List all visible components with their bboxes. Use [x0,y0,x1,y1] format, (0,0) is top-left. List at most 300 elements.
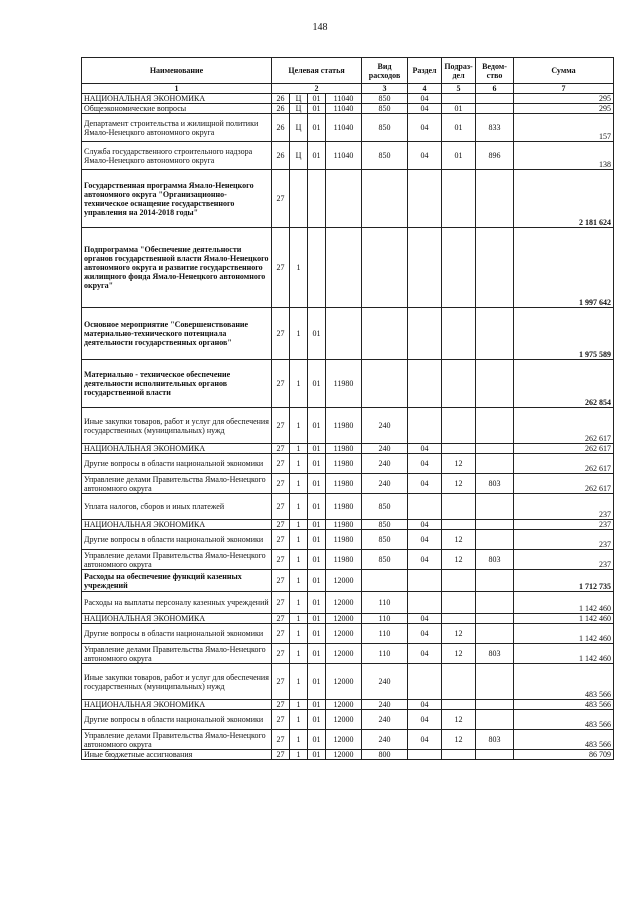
table-cell-target-program: 27 [272,592,290,614]
table-cell-target-program: 27 [272,700,290,710]
table-cell-target-program: 27 [272,664,290,700]
table-cell-target-direction: 11040 [326,142,362,170]
table-cell-target-direction: 12000 [326,700,362,710]
table-cell-target-program: 27 [272,170,290,228]
budget-table [81,57,614,760]
table-cell-subsection: 01 [442,114,476,142]
table-cell-name: Уплата налогов, сборов и иных платежей [82,494,272,520]
table-cell-expense-type [362,308,408,360]
table-cell-expense-type: 240 [362,408,408,444]
table-cell-target-direction: 12000 [326,730,362,750]
table-cell-target-program: 27 [272,614,290,624]
table-cell-target-program: 27 [272,750,290,760]
table-cell-subsection: 01 [442,142,476,170]
table-cell-section [408,494,442,520]
table-cell-target-direction [326,228,362,308]
table-row [82,408,614,444]
header-section: Раздел [408,58,442,84]
table-row [82,700,614,710]
table-row [82,228,614,308]
table-cell-target-program: 27 [272,570,290,592]
table-cell-section [408,408,442,444]
table-cell-target-program: 26 [272,104,290,114]
table-cell-expense-type: 240 [362,474,408,494]
table-cell-target-direction: 11980 [326,530,362,550]
table-row [82,142,614,170]
table-cell-target-subprogram: 1 [290,408,308,444]
table-cell-target-subprogram: 1 [290,474,308,494]
table-cell-department: 803 [476,550,514,570]
table-cell-target-direction: 11980 [326,360,362,408]
table-cell-expense-type: 240 [362,730,408,750]
table-cell-expense-type: 850 [362,530,408,550]
table-cell-target-activity: 01 [308,308,326,360]
table-cell-subsection [442,94,476,104]
table-cell-target-subprogram: 1 [290,228,308,308]
table-cell-department [476,520,514,530]
table-cell-name: Служба государственного строительного надзора Ямало-Ненецкого автономного округа [82,142,272,170]
header-subsection: Подраз-дел [442,58,476,84]
table-row [82,360,614,408]
table-cell-target-direction: 12000 [326,644,362,664]
table-cell-expense-type: 800 [362,750,408,760]
table-cell-target-subprogram: 1 [290,454,308,474]
table-cell-sum: 483 566 [514,710,614,730]
table-cell-expense-type: 240 [362,444,408,454]
table-cell-section: 04 [408,550,442,570]
table-cell-department [476,664,514,700]
table-cell-target-program: 27 [272,228,290,308]
table-row [82,308,614,360]
table-cell-expense-type: 110 [362,592,408,614]
table-cell-name: Общеэкономические вопросы [82,104,272,114]
table-cell-name: Другие вопросы в области национальной экономики [82,454,272,474]
table-cell-expense-type [362,228,408,308]
table-cell-sum: 157 [514,114,614,142]
table-cell-expense-type: 850 [362,142,408,170]
table-cell-target-activity: 01 [308,520,326,530]
table-cell-subsection [442,228,476,308]
table-cell-target-direction: 11980 [326,454,362,474]
table-cell-target-program: 27 [272,474,290,494]
table-cell-target-program: 26 [272,114,290,142]
table-cell-department [476,614,514,624]
table-cell-section: 04 [408,104,442,114]
table-cell-target-program: 27 [272,550,290,570]
table-cell-sum: 237 [514,520,614,530]
table-cell-target-activity: 01 [308,444,326,454]
table-cell-section [408,570,442,592]
table-cell-target-activity: 01 [308,142,326,170]
table-cell-department [476,94,514,104]
table-row [82,474,614,494]
table-cell-subsection: 12 [442,644,476,664]
table-cell-target-program: 26 [272,94,290,104]
table-cell-expense-type [362,170,408,228]
table-cell-target-program: 27 [272,710,290,730]
table-cell-department [476,444,514,454]
table-cell-target-subprogram: 1 [290,308,308,360]
table-cell-target-direction: 12000 [326,614,362,624]
table-cell-expense-type: 850 [362,104,408,114]
table-cell-sum: 237 [514,494,614,520]
table-cell-department: 803 [476,730,514,750]
table-cell-subsection [442,700,476,710]
table-cell-target-direction: 12000 [326,570,362,592]
table-cell-target-subprogram: Ц [290,104,308,114]
table-cell-target-program: 27 [272,308,290,360]
table-cell-target-direction: 11980 [326,408,362,444]
table-cell-sum: 295 [514,94,614,104]
table-cell-name: Управление делами Правительства Ямало-Ненецкого автономного округа [82,730,272,750]
table-cell-subsection: 12 [442,530,476,550]
table-cell-expense-type: 240 [362,710,408,730]
table-cell-section: 04 [408,644,442,664]
table-cell-subsection: 12 [442,454,476,474]
table-cell-target-subprogram: 1 [290,360,308,408]
table-cell-section: 04 [408,520,442,530]
table-cell-target-subprogram: 1 [290,520,308,530]
header-target-article: Целевая статья [272,58,362,84]
table-cell-department: 896 [476,142,514,170]
table-cell-target-program: 27 [272,444,290,454]
table-cell-target-subprogram: 1 [290,624,308,644]
table-cell-target-subprogram: 1 [290,700,308,710]
table-cell-target-program: 27 [272,454,290,474]
table-cell-name: Расходы на выплаты персоналу казенных учреждений [82,592,272,614]
table-cell-sum: 262 617 [514,444,614,454]
table-cell-sum: 483 566 [514,700,614,710]
table-cell-sum: 1 142 460 [514,644,614,664]
table-cell-department [476,170,514,228]
table-cell-target-activity: 01 [308,730,326,750]
table-cell-subsection [442,570,476,592]
table-cell-section: 04 [408,444,442,454]
table-cell-sum: 2 181 624 [514,170,614,228]
table-cell-target-activity: 01 [308,700,326,710]
table-cell-department [476,750,514,760]
table-cell-target-subprogram: 1 [290,550,308,570]
table-cell-target-direction: 12000 [326,750,362,760]
table-cell-subsection: 12 [442,730,476,750]
table-cell-target-activity [308,170,326,228]
table-cell-department [476,530,514,550]
table-cell-target-subprogram: 1 [290,664,308,700]
table-cell-department: 803 [476,474,514,494]
table-cell-name: НАЦИОНАЛЬНАЯ ЭКОНОМИКА [82,444,272,454]
table-cell-section: 04 [408,730,442,750]
table-cell-department [476,308,514,360]
table-cell-target-activity: 01 [308,614,326,624]
table-cell-target-activity: 01 [308,592,326,614]
table-cell-section [408,360,442,408]
table-cell-section [408,308,442,360]
table-cell-section: 04 [408,142,442,170]
table-cell-target-direction: 12000 [326,664,362,700]
table-row [82,730,614,750]
table-cell-target-activity: 01 [308,750,326,760]
table-row [82,624,614,644]
table-cell-target-program: 27 [272,624,290,644]
table-cell-expense-type: 850 [362,494,408,520]
table-cell-sum: 262 617 [514,408,614,444]
table-cell-sum: 1 142 460 [514,614,614,624]
table-cell-section [408,750,442,760]
table-cell-target-activity: 01 [308,360,326,408]
table-cell-name: Другие вопросы в области национальной экономики [82,530,272,550]
header-row [82,58,614,84]
header-index-row [82,84,614,94]
table-cell-department: 833 [476,114,514,142]
table-row [82,104,614,114]
table-cell-expense-type: 850 [362,114,408,142]
table-cell-sum: 295 [514,104,614,114]
table-cell-department [476,700,514,710]
table-cell-target-direction: 11980 [326,550,362,570]
table-row [82,94,614,104]
index-subsection: 5 [442,84,476,94]
table-cell-subsection: 12 [442,624,476,644]
table-cell-target-program: 27 [272,644,290,664]
table-cell-sum: 1 997 642 [514,228,614,308]
table-cell-target-direction: 12000 [326,592,362,614]
table-cell-department [476,408,514,444]
page-number: 148 [312,22,328,33]
table-cell-subsection [442,308,476,360]
table-cell-department [476,624,514,644]
table-cell-subsection [442,408,476,444]
table-cell-target-program: 26 [272,142,290,170]
table-cell-target-direction: 11040 [326,104,362,114]
table-cell-target-program: 27 [272,494,290,520]
table-cell-sum: 483 566 [514,664,614,700]
table-cell-target-direction: 11980 [326,444,362,454]
table-cell-sum: 237 [514,550,614,570]
table-cell-section: 04 [408,624,442,644]
table-row [82,570,614,592]
table-cell-department [476,360,514,408]
table-cell-target-direction: 11980 [326,494,362,520]
table-cell-subsection [442,664,476,700]
table-cell-target-activity: 01 [308,550,326,570]
table-cell-department: 803 [476,644,514,664]
table-cell-expense-type: 240 [362,700,408,710]
table-cell-section: 04 [408,530,442,550]
header-expense-type: Вид расходов [362,58,408,84]
table-cell-target-direction [326,308,362,360]
table-cell-subsection [442,592,476,614]
table-row [82,710,614,730]
table-cell-subsection [442,750,476,760]
table-cell-name: Управление делами Правительства Ямало-Ненецкого автономного округа [82,550,272,570]
table-cell-subsection [442,170,476,228]
table-cell-name: НАЦИОНАЛЬНАЯ ЭКОНОМИКА [82,94,272,104]
table-cell-subsection: 01 [442,104,476,114]
table-cell-expense-type [362,570,408,592]
table-cell-target-subprogram: Ц [290,142,308,170]
table-row [82,550,614,570]
table-cell-target-direction: 11980 [326,474,362,494]
table-cell-name: Материально - техническое обеспечение деятельности исполнительных органов государственной власти [82,360,272,408]
table-cell-name: Государственная программа Ямало-Ненецкого автономного округа "Организационно-техническое оснащение государственного управления на 2014-2018 годы" [82,170,272,228]
table-cell-name: Другие вопросы в области национальной экономики [82,710,272,730]
table-cell-target-direction: 11980 [326,520,362,530]
table-cell-name: Иные бюджетные ассигнования [82,750,272,760]
table-cell-expense-type: 240 [362,454,408,474]
table-cell-target-activity: 01 [308,710,326,730]
table-cell-name: Подпрограмма "Обеспечение деятельности органов государственной власти Ямало-Ненецкого автономного округа и развитие государственного жилищного фонда Ямало-Ненецкого автономного округа" [82,228,272,308]
table-cell-name: Департамент строительства и жилищной политики Ямало-Ненецкого автономного округа [82,114,272,142]
index-type: 3 [362,84,408,94]
table-cell-target-activity: 01 [308,530,326,550]
table-row [82,494,614,520]
table-cell-department [476,592,514,614]
table-cell-expense-type [362,360,408,408]
table-row [82,750,614,760]
table-cell-subsection: 12 [442,710,476,730]
table-cell-section: 04 [408,614,442,624]
table-cell-sum: 262 617 [514,454,614,474]
table-cell-section [408,592,442,614]
header-department: Ведом-ство [476,58,514,84]
table-cell-sum: 86 709 [514,750,614,760]
table-cell-name: НАЦИОНАЛЬНАЯ ЭКОНОМИКА [82,700,272,710]
table-cell-target-activity: 01 [308,494,326,520]
header-sum: Сумма [514,58,614,84]
table-row [82,530,614,550]
table-cell-target-subprogram [290,170,308,228]
table-cell-subsection [442,520,476,530]
table-cell-subsection [442,360,476,408]
table-cell-sum: 1 142 460 [514,624,614,644]
table-cell-target-activity: 01 [308,454,326,474]
table-cell-name: Другие вопросы в области национальной экономики [82,624,272,644]
table-cell-target-program: 27 [272,408,290,444]
table-cell-name: Управление делами Правительства Ямало-Ненецкого автономного округа [82,474,272,494]
table-cell-expense-type: 850 [362,550,408,570]
table-cell-target-subprogram: 1 [290,730,308,750]
table-cell-department [476,454,514,474]
table-cell-sum: 237 [514,530,614,550]
table-cell-target-program: 27 [272,360,290,408]
table-cell-expense-type: 850 [362,520,408,530]
table-cell-section: 04 [408,474,442,494]
table-cell-section: 04 [408,700,442,710]
table-cell-sum: 262 854 [514,360,614,408]
table-cell-sum: 1 712 735 [514,570,614,592]
table-row [82,444,614,454]
table-cell-expense-type: 110 [362,614,408,624]
table-cell-subsection: 12 [442,474,476,494]
table-cell-name: Иные закупки товаров, работ и услуг для обеспечения государственных (муниципальных) нужд [82,664,272,700]
table-cell-target-subprogram: Ц [290,94,308,104]
table-cell-section: 04 [408,710,442,730]
table-cell-section [408,170,442,228]
index-sum: 7 [514,84,614,94]
table-cell-section: 04 [408,454,442,474]
table-cell-target-direction: 12000 [326,710,362,730]
table-cell-expense-type: 110 [362,624,408,644]
table-cell-target-activity: 01 [308,570,326,592]
table-cell-target-activity: 01 [308,664,326,700]
table-row [82,664,614,700]
table-cell-section: 04 [408,114,442,142]
table-row [82,114,614,142]
table-cell-target-subprogram: 1 [290,614,308,624]
index-section: 4 [408,84,442,94]
table-body [82,94,614,760]
index-name: 1 [82,84,272,94]
table-cell-subsection [442,494,476,520]
table-cell-department [476,494,514,520]
table-cell-subsection [442,444,476,454]
table-cell-name: НАЦИОНАЛЬНАЯ ЭКОНОМИКА [82,520,272,530]
table-row [82,592,614,614]
table-cell-subsection [442,614,476,624]
table-cell-name: Расходы на обеспечение функций казенных учреждений [82,570,272,592]
table-cell-target-activity: 01 [308,474,326,494]
table-cell-department [476,228,514,308]
index-department: 6 [476,84,514,94]
table-cell-target-subprogram: 1 [290,494,308,520]
table-cell-subsection: 12 [442,550,476,570]
table-cell-name: Управление делами Правительства Ямало-Ненецкого автономного округа [82,644,272,664]
table-row [82,614,614,624]
table-cell-sum: 262 617 [514,474,614,494]
table-cell-target-subprogram: Ц [290,114,308,142]
table-cell-target-activity: 01 [308,408,326,444]
table-cell-target-subprogram: 1 [290,444,308,454]
table-cell-target-program: 27 [272,730,290,750]
table-cell-section: 04 [408,94,442,104]
table-cell-target-activity: 01 [308,94,326,104]
table-cell-target-activity: 01 [308,644,326,664]
table-cell-target-program: 27 [272,530,290,550]
table-cell-target-subprogram: 1 [290,710,308,730]
table-cell-target-subprogram: 1 [290,644,308,664]
table-cell-sum: 483 566 [514,730,614,750]
table-cell-department [476,570,514,592]
table-cell-target-activity: 01 [308,104,326,114]
table-cell-target-activity: 01 [308,114,326,142]
table-cell-department [476,710,514,730]
table-cell-target-activity: 01 [308,624,326,644]
table-row [82,644,614,664]
table-row [82,170,614,228]
table-cell-target-activity [308,228,326,308]
table-cell-sum: 1 142 460 [514,592,614,614]
table-cell-target-subprogram: 1 [290,592,308,614]
table-cell-name: Основное мероприятие "Совершенствование материально-технического потенциала деятельности государственных органов" [82,308,272,360]
table-cell-expense-type: 240 [362,664,408,700]
table-cell-name: НАЦИОНАЛЬНАЯ ЭКОНОМИКА [82,614,272,624]
index-target: 2 [272,84,362,94]
table-cell-expense-type: 110 [362,644,408,664]
header-name: Наименование [82,58,272,84]
table-row [82,454,614,474]
table-cell-department [476,104,514,114]
table-cell-target-subprogram: 1 [290,570,308,592]
table-cell-target-subprogram: 1 [290,530,308,550]
table-cell-target-direction: 11040 [326,114,362,142]
table-cell-target-direction: 11040 [326,94,362,104]
table-cell-sum: 138 [514,142,614,170]
table-cell-target-direction: 12000 [326,624,362,644]
table-cell-name: Иные закупки товаров, работ и услуг для обеспечения государственных (муниципальных) нужд [82,408,272,444]
table-cell-target-subprogram: 1 [290,750,308,760]
table-row [82,520,614,530]
table-cell-sum: 1 975 589 [514,308,614,360]
